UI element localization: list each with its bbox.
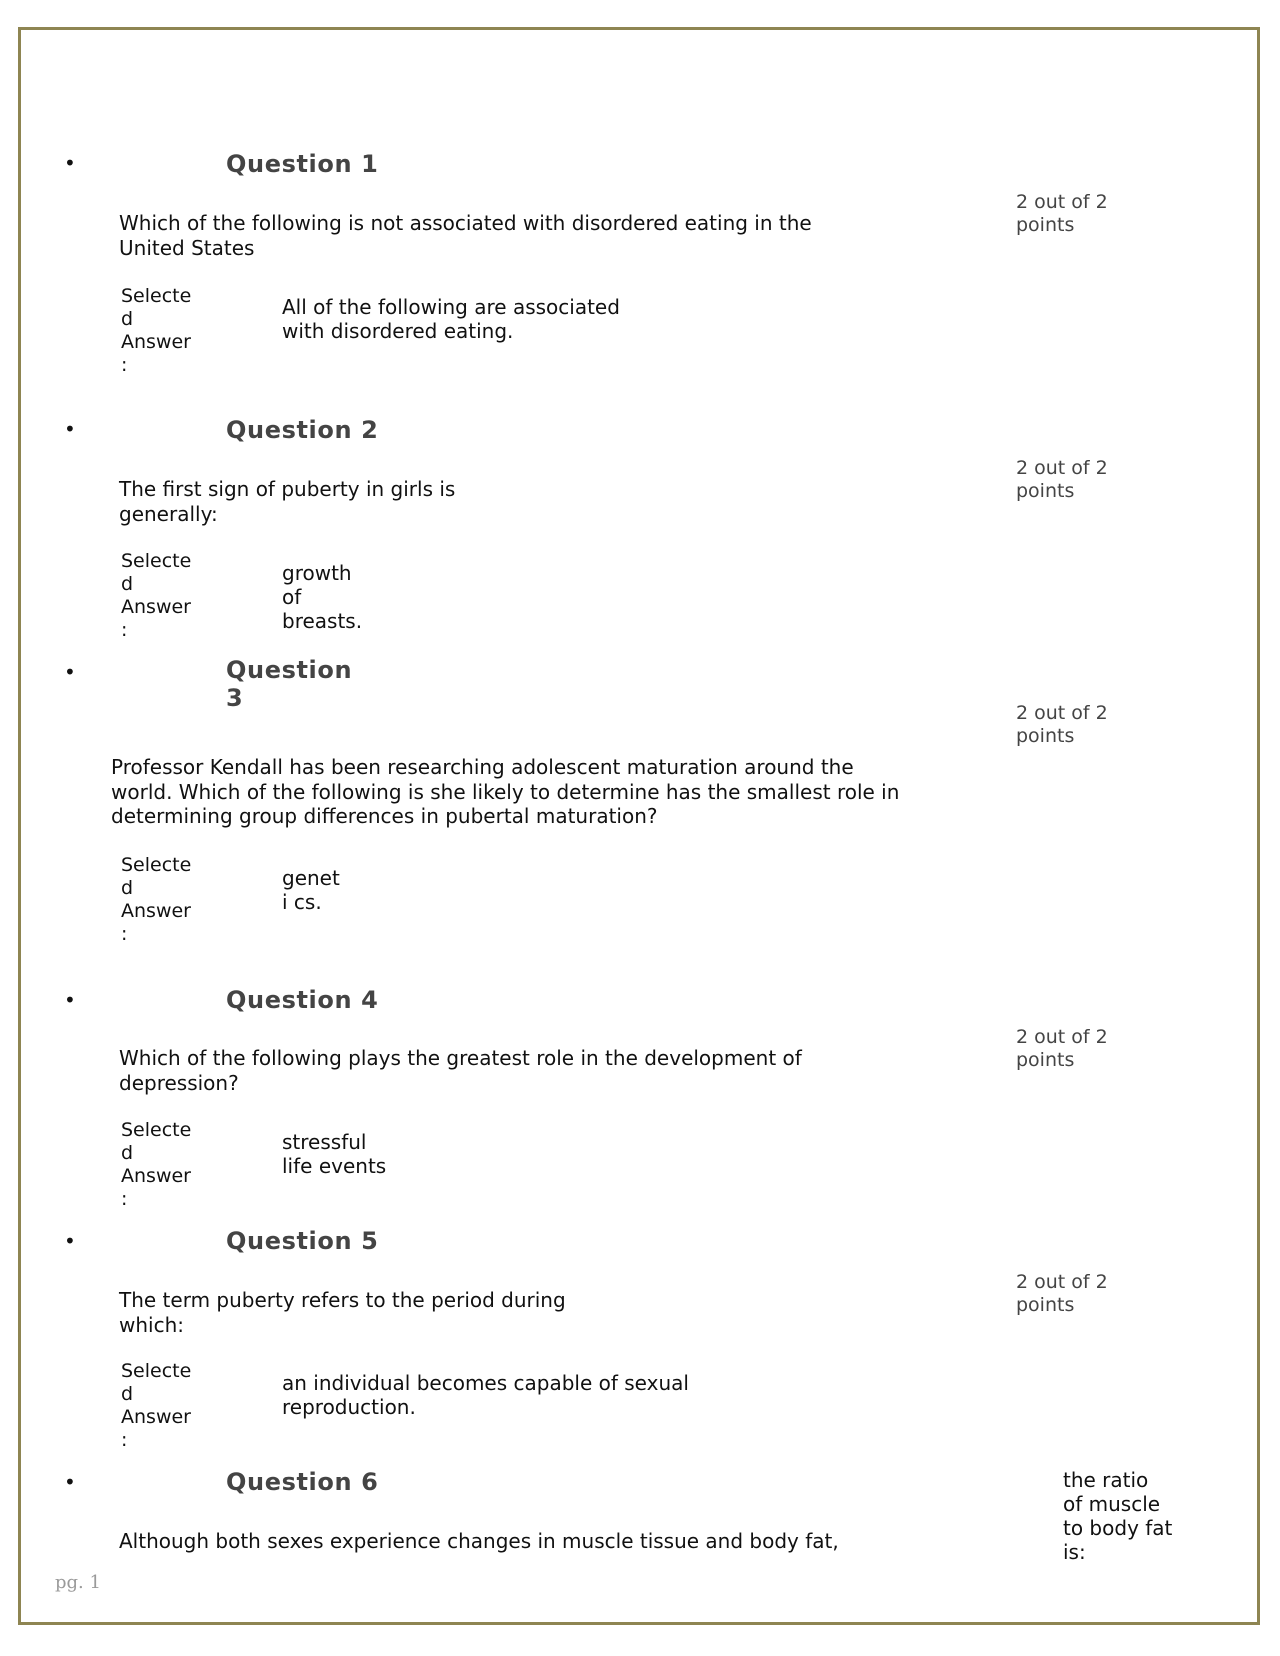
question-2-text: The first sign of puberty in girls is generally:	[119, 477, 456, 526]
bullet: •	[64, 1470, 76, 1494]
question-4-title: Question 4	[226, 986, 379, 1014]
question-5-text: The term puberty refers to the period during which:	[119, 1288, 566, 1337]
page-number: pg. 1	[55, 1572, 101, 1593]
selected-answer-label: Selecte d Answer :	[121, 854, 192, 945]
question-4-answer: stressful life events	[282, 1130, 387, 1178]
question-6-title: Question 6	[226, 1468, 379, 1496]
question-4-text: Which of the following plays the greatest role in the development of depression?	[119, 1046, 802, 1095]
question-2-answer: growth of breasts.	[282, 561, 363, 633]
question-6-text: Although both sexes experience changes in muscle tissue and body fat,	[119, 1529, 839, 1553]
bullet: •	[64, 1229, 76, 1253]
question-3-answer: genet i cs.	[282, 866, 340, 914]
question-3-title: Question 3	[226, 656, 353, 712]
question-4-points: 2 out of 2 points	[1016, 1026, 1108, 1071]
question-5-title: Question 5	[226, 1227, 379, 1255]
selected-answer-label: Selecte d Answer :	[121, 285, 192, 376]
bullet: •	[64, 988, 76, 1012]
bullet: •	[64, 151, 76, 175]
question-6-side-text: the ratio of muscle to body fat is:	[1063, 1468, 1173, 1564]
question-1-answer: All of the following are associated with disordered eating.	[282, 295, 620, 343]
question-1-text: Which of the following is not associated with disordered eating in the United States	[119, 211, 812, 260]
selected-answer-label: Selecte d Answer :	[121, 1360, 192, 1451]
selected-answer-label: Selecte d Answer :	[121, 1119, 192, 1210]
question-5-points: 2 out of 2 points	[1016, 1271, 1108, 1316]
question-2-title: Question 2	[226, 416, 379, 444]
selected-answer-label: Selecte d Answer :	[121, 550, 192, 641]
question-3-text: Professor Kendall has been researching adolescent maturation around the world. Which of the following is she likely to determine has the smallest role in determining group differences in pubertal maturation?	[111, 755, 900, 828]
question-1-points: 2 out of 2 points	[1016, 191, 1108, 236]
question-3-points: 2 out of 2 points	[1016, 702, 1108, 747]
question-1-title: Question 1	[226, 150, 379, 178]
bullet: •	[64, 660, 76, 684]
bullet: •	[64, 417, 76, 441]
question-5-answer: an individual becomes capable of sexual reproduction.	[282, 1371, 689, 1419]
question-2-points: 2 out of 2 points	[1016, 457, 1108, 502]
